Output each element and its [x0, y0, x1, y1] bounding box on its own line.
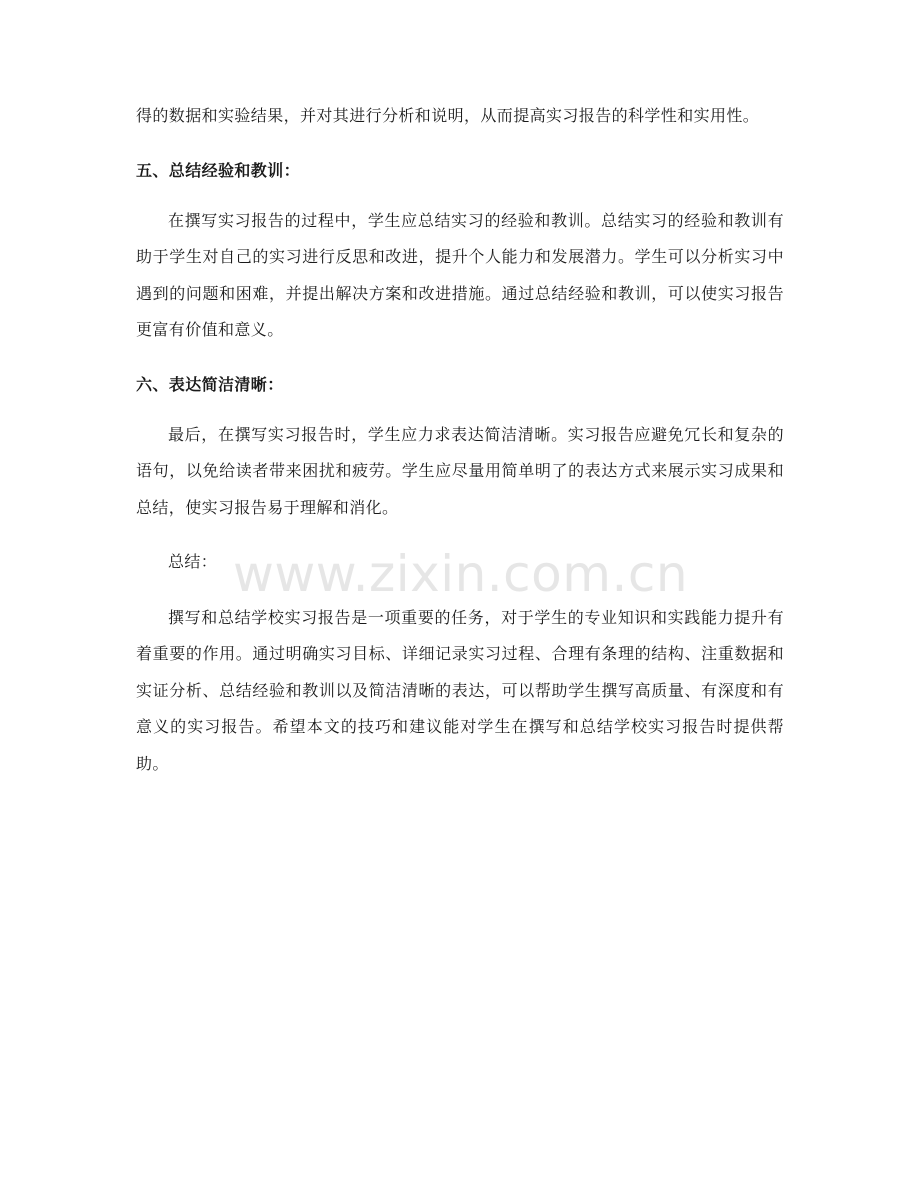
section-6-paragraph: 最后，在撰写实习报告时，学生应力求表达简洁清晰。实习报告应避免冗长和复杂的语句，以免给读者带来困扰和疲劳。学生应尽量用简单明了的表达方式来展示实习成果和总结，使实习报告易于理解和消化。 — [136, 424, 784, 517]
summary-label: 总结： — [168, 552, 218, 571]
section-6-heading: 六、表达简洁清晰： — [136, 374, 284, 394]
section-5-heading: 五、总结经验和教训： — [136, 160, 301, 180]
watermark: www.zixin.com.cn — [233, 545, 689, 603]
summary-paragraph: 撰写和总结学校实习报告是一项重要的任务，对于学生的专业知识和实践能力提升有着重要的作用。通过明确实习目标、详细记录实习过程、合理有条理的结构、注重数据和实证分析、总结经验和教训以及简洁清晰的表达，可以帮助学生撰写高质量、有深度和有意义的实习报告。希望本文的技巧和建议能对学生在撰写和总结学校实习报告时提供帮助。 — [136, 607, 784, 773]
document-body — [136, 98, 784, 782]
intro-continuation-paragraph: 得的数据和实验结果，并对其进行分析和说明，从而提高实习报告的科学性和实用性。 — [136, 106, 760, 125]
section-5-paragraph: 在撰写实习报告的过程中，学生应总结实习的经验和教训。总结实习的经验和教训有助于学生对自己的实习进行反思和改进，提升个人能力和发展潜力。学生可以分析实习中遇到的问题和困难，并提出解决方案和改进措施。通过总结经验和教训，可以使实习报告更富有价值和意义。 — [136, 210, 784, 339]
